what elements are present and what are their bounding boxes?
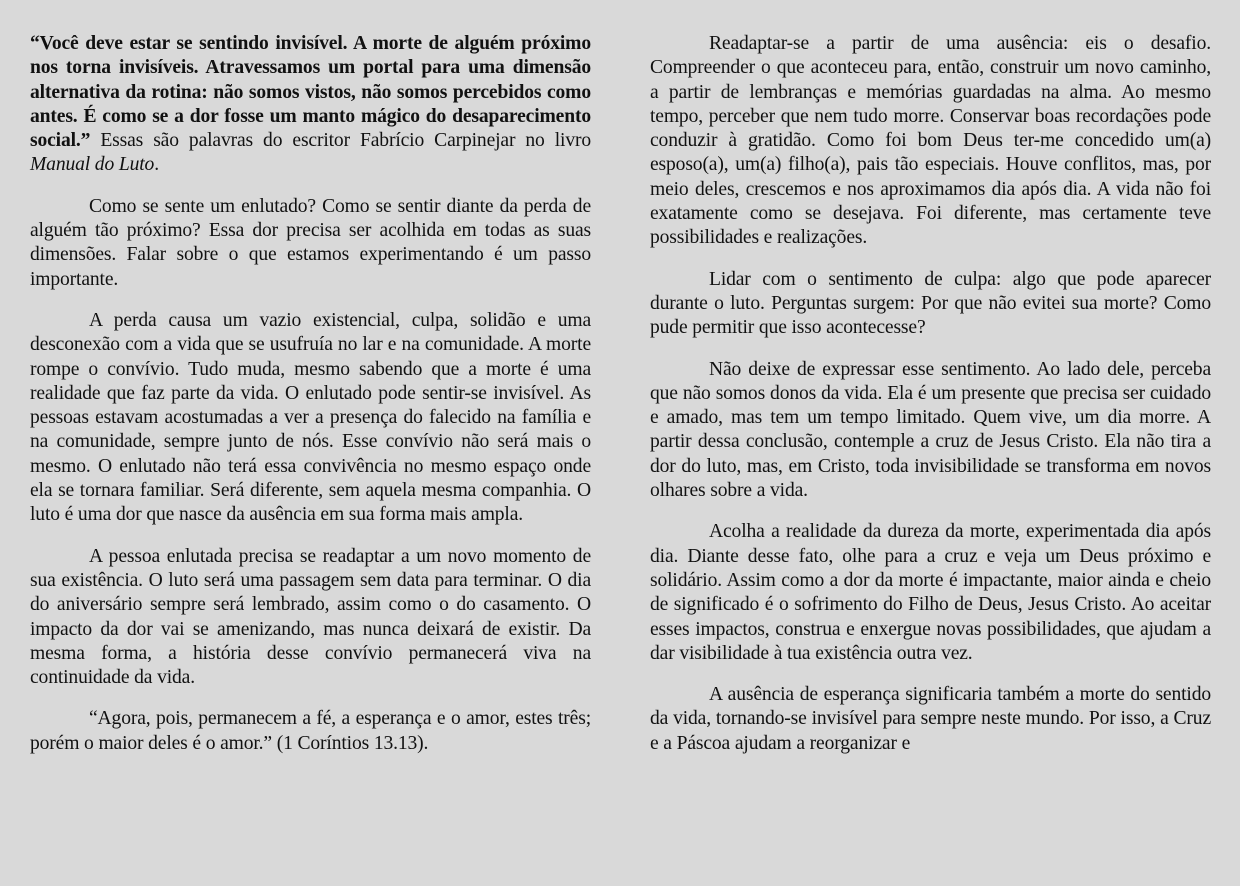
paragraph: Lidar com o sentimento de culpa: algo que pode aparecer durante o luto. Perguntas surgem: Por que não evitei sua morte? Como pude permitir que isso acontecesse? bbox=[650, 268, 1211, 339]
intro-paragraph bbox=[30, 32, 591, 178]
quote-attribution: Essas são palavras do escritor Fabrício Carpinejar no livro bbox=[90, 130, 591, 152]
right-column bbox=[650, 32, 1211, 773]
opening-quote: “Você deve estar se sentindo invisível. A morte de alguém próximo nos torna invisíveis. Atravessamos um portal para uma dimensão alternativa da rotina: não somos vistos, não somos percebidos como antes. É como se a dor fosse um manto mágico do desaparecimento social.” bbox=[30, 33, 591, 152]
book-title: Manual do Luto bbox=[30, 154, 155, 176]
paragraph: A perda causa um vazio existencial, culpa, solidão e uma desconexão com a vida que se usufruía no lar e na comunidade. A morte rompe o convívio. Tudo muda, mesmo sabendo que a morte é uma realidade que faz parte da vida. O enlutado pode sentir-se invisível. As pessoas estavam acostumadas a ver a presença do falecido na família e na comunidade, sempre junto de nós. Esse convívio não será mais o mesmo. O enlutado não terá essa convivência no mesmo espaço onde ela se tornara familiar. Será diferente, sem aquela mesma companhia. O luto é uma dor que nasce da ausência em sua forma mais ampla. bbox=[30, 309, 591, 526]
paragraph: Acolha a realidade da dureza da morte, experimentada dia após dia. Diante desse fato, olhe para a cruz e veja um Deus próximo e solidário. Assim como a dor da morte é impactante, maior ainda e cheio de significado é o sofrimento do Filho de Deus, Jesus Cristo. Ao aceitar esses impactos, construa e enxergue novas possibilidades, que ajudam a dar visibilidade à tua existência outra vez. bbox=[650, 521, 1211, 664]
paragraph: A pessoa enlutada precisa se readaptar a um novo momento de sua existência. O luto será uma passagem sem data para terminar. O dia do aniversário sempre será lembrado, assim como o do casamento. O impacto da dor vai se amenizando, mas nunca deixará de existir. Da mesma forma, a história desse convívio permanecerá viva na continuidade da vida. bbox=[30, 545, 591, 689]
bible-quote-paragraph: “Agora, pois, permanecem a fé, a esperança e o amor, estes três; porém o maior deles é o amor.” (1 Coríntios 13.13). bbox=[30, 708, 591, 754]
paragraph: Não deixe de expressar esse sentimento. Ao lado dele, perceba que não somos donos da vida. Ela é um presente que precisa ser cuidado e amado, mas tem um tempo limitado. Quem vive, um dia morre. A partir dessa conclusão, contemple a cruz de Jesus Cristo. Ela não tira a dor do luto, mas, em Cristo, toda invisibilidade se transforma em novos olhares sobre a vida. bbox=[650, 358, 1211, 502]
paragraph: Como se sente um enlutado? Como se sentir diante da perda de alguém tão próximo? Essa dor precisa ser acolhida em todas as suas dimensões. Falar sobre o que estamos experimentando é um passo importante. bbox=[30, 195, 591, 290]
paragraph: A ausência de esperança significaria também a morte do sentido da vida, tornando-se invisível para sempre neste mundo. Por isso, a Cruz e a Páscoa ajudam a reorganizar e bbox=[650, 684, 1211, 754]
intro-end: . bbox=[154, 154, 159, 176]
left-column bbox=[30, 32, 591, 773]
paragraph: Readaptar-se a partir de uma ausência: eis o desafio. Compreender o que aconteceu para, então, construir um novo caminho, a partir de lembranças e memórias guardadas na alma. Ao mesmo tempo, perceber que nem tudo morre. Conservar boas recordações pode conduzir à gratidão. Como foi bom Deus ter-me concedido um(a) esposo(a), um(a) filho(a), pais tão especiais. Houve conflitos, mas, por meio deles, crescemos e nos aproximamos dia após dia. A vida não foi exatamente como se desejava. Foi diferente, mas certamente teve possibilidades e realizações. bbox=[650, 33, 1211, 249]
